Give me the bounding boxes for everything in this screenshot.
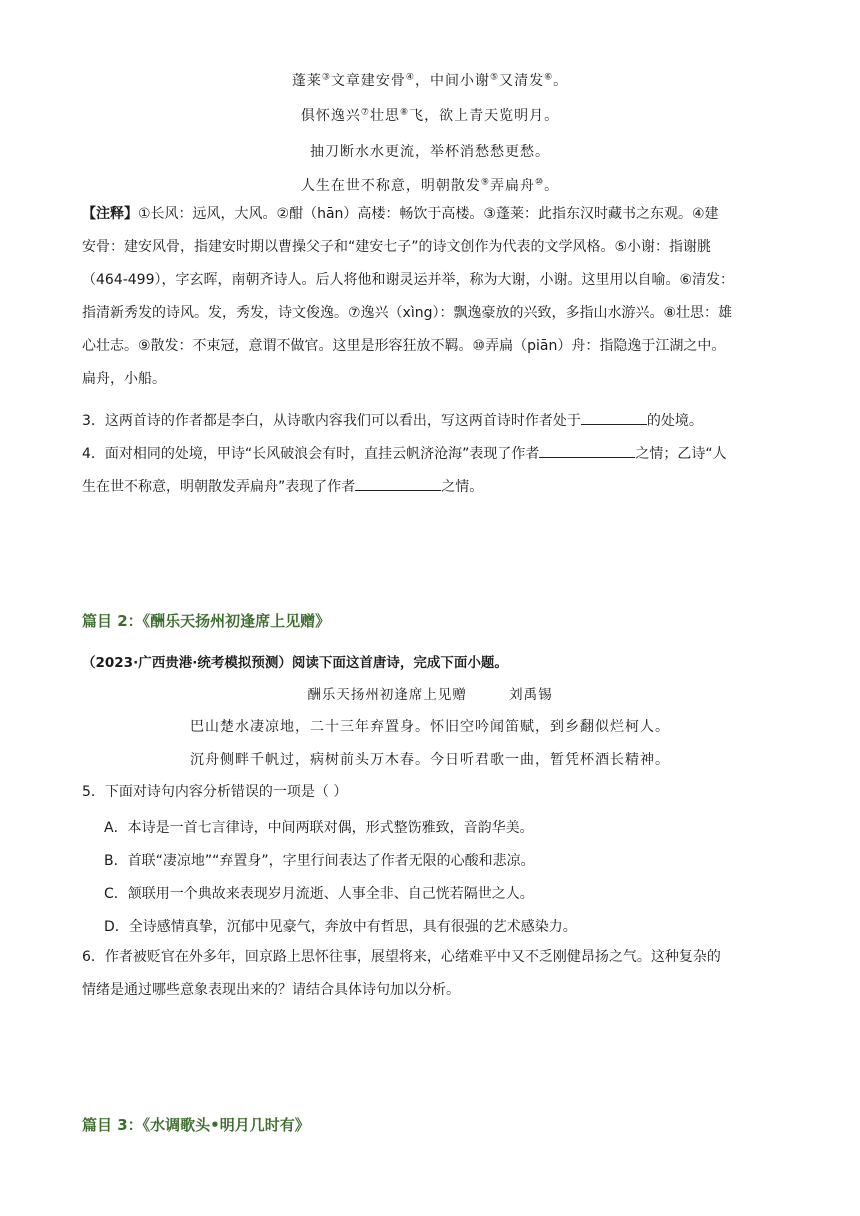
poem-2-line-1: 巴山楚水凄凉地，二十三年弃置身。怀旧空吟闻笛赋，到乡翻似烂柯人。 — [190, 719, 670, 735]
option-d[interactable]: D．全诗感情真挚，沉郁中见豪气，奔放中有哲思，具有很强的艺术感染力。 — [104, 919, 577, 935]
option-b[interactable]: B．首联“凄凉地”“弃置身”，字里行间表达了作者无限的心酸和悲凉。 — [104, 853, 535, 869]
poem-line-1: 蓬莱③文章建安骨④，中间小谢⑤又清发⑥。 — [291, 72, 569, 89]
notes-label: 【注释】 — [82, 206, 138, 222]
notes-line-2: 安骨：建安风骨，指建安时期以曹操父子和“建安七子”的诗文创作为代表的文学风格。⑤小谢：指谢朓 — [82, 239, 712, 255]
notes-line-5: 心壮志。⑨散发：不束冠，意谓不做官。这里是形容狂放不羁。⑩弄扁（piān）舟：指隐逸于江湖之中。 — [82, 338, 726, 354]
question-3: 3．这两首诗的作者都是李白，从诗歌内容我们可以看出，写这两首诗时作者处于 的处境。 — [82, 405, 782, 438]
poem-2-line-2: 沉舟侧畔千帆过，病树前头万木春。今日听君歌一曲，暂凭杯酒长精神。 — [190, 752, 670, 768]
section-3-title: 篇目 3：《水调歌头•明月几时有》 — [82, 1116, 310, 1134]
poem-2-title: 酬乐天扬州初逢席上见赠 刘禹锡 — [307, 687, 553, 703]
notes-line-4: 指清新秀发的诗风。发，秀发，诗文俊逸。⑦逸兴（xìng）：飘逸豪放的兴致，多指山水游兴。⑧壮思：雄 — [82, 305, 733, 321]
question-5-stem: 5．下面对诗句内容分析错误的一项是（ ） — [82, 784, 348, 800]
poem-line-2: 俱怀逸兴⑦壮思⑧飞，欲上青天览明月。 — [300, 107, 560, 124]
poem-line-4: 人生在世不称意，明朝散发⑨弄扁舟⑩。 — [300, 177, 560, 194]
answer-blank[interactable] — [581, 408, 647, 425]
option-c[interactable]: C．颔联用一个典故来表现岁月流逝、人事全非、自己恍若隔世之人。 — [104, 886, 534, 902]
question-4-line-1: 4．面对相同的处境，甲诗“长风破浪会有时，直挂云帆济沧海”表现了作者 之情；乙诗“人 — [82, 438, 782, 471]
notes-line-6: 扁舟，小船。 — [82, 371, 166, 387]
notes-line-1: 【注释】①长风：远风，大风。②酣（hān）高楼：畅饮于高楼。③蓬莱：此指东汉时藏书之东观。④建 — [82, 206, 719, 222]
question-4-line-2: 生在世不称意，明朝散发弄扁舟”表现了作者 之情。 — [82, 471, 782, 504]
section-2-source: （2023·广西贵港·统考模拟预测）阅读下面这首唐诗，完成下面小题。 — [82, 655, 508, 671]
option-a[interactable]: A．本诗是一首七言律诗，中间两联对偶，形式整饬雅致，音韵华美。 — [104, 820, 534, 836]
poem-line-3: 抽刀断水水更流，举杯消愁愁更愁。 — [310, 144, 550, 160]
answer-blank[interactable] — [539, 441, 635, 458]
question-6-line-1: 6．作者被贬官在外多年，回京路上思怀往事，展望将来，心绪难平中又不乏刚健昂扬之气。这种复杂的 — [82, 949, 721, 965]
question-6-line-2: 情绪是通过哪些意象表现出来的？请结合具体诗句加以分析。 — [82, 982, 460, 998]
answer-blank[interactable] — [355, 474, 441, 491]
notes-line-3: （464-499），字玄晖，南朝齐诗人。后人将他和谢灵运并举，称为大谢，小谢。这里用以自喻。⑥清发： — [82, 272, 735, 288]
section-2-title: 篇目 2：《酬乐天扬州初逢席上见赠》 — [82, 612, 331, 630]
